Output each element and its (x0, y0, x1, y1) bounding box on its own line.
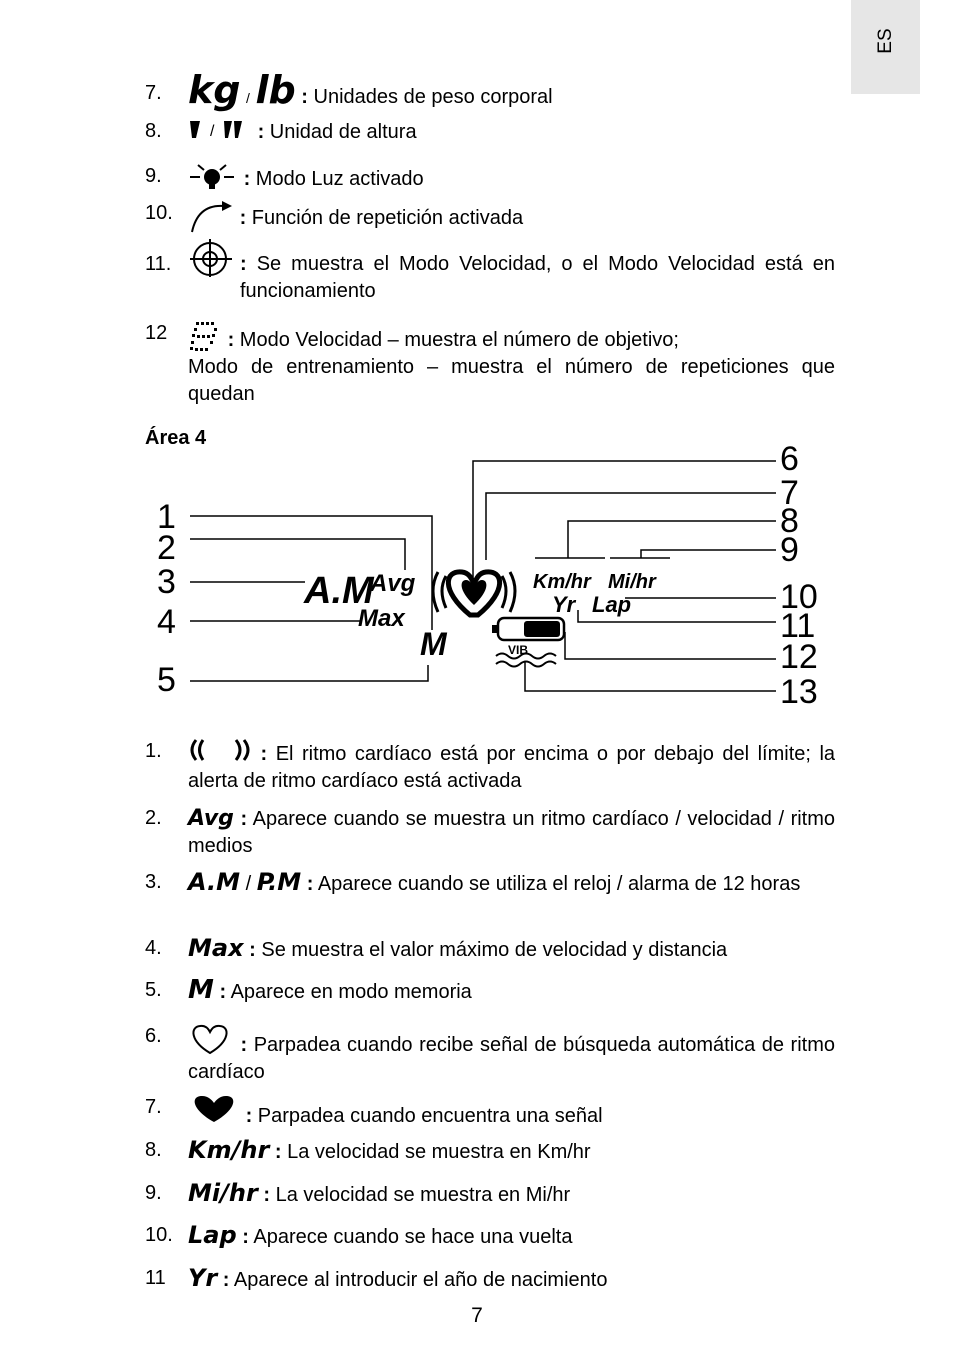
year-icon: Yr (188, 1264, 218, 1292)
item-number: 2. (145, 807, 162, 829)
callout-number: 5 (157, 661, 176, 699)
vib-label: VIB (508, 643, 529, 657)
list-item: 10. Lap : Aparece cuando se hace una vuelta (145, 1221, 573, 1249)
callout-number: 7 (780, 474, 799, 512)
item-number: 4. (145, 937, 162, 959)
list-item: 5. M : Aparece en modo memoria (145, 975, 472, 1005)
max-icon: Max (188, 934, 244, 962)
list-item: 8. / : Unidad de altura (145, 120, 417, 143)
item-number: 10. (145, 202, 173, 224)
heart-outline-icon (188, 1023, 234, 1055)
item-text: Se muestra el Modo Velocidad, o el Modo Velocidad está en funcionamiento (240, 253, 836, 302)
item-text: Unidades de peso corporal (313, 86, 553, 108)
km-hr-icon: Km/hr (188, 1136, 270, 1164)
list-item: 12 : Modo Velocidad – muestra el número de objetivo; Modo de entrenamiento – muestra el número de repeticiones que quedan (145, 322, 835, 405)
list-item: 11. : Se muestra el Modo Velocidad, o el Modo Velocidad está en funcionamiento (145, 251, 835, 305)
callout-number: 4 (157, 603, 176, 641)
area-4-diagram (0, 440, 954, 720)
item-text: Unidad de altura (269, 121, 417, 143)
memory-icon: M (188, 975, 214, 1005)
item-number: 7. (145, 82, 162, 104)
list-item: 1. : El ritmo cardíaco está por encima o por debajo del límite; la alerta de ritmo cardíaco está activada (145, 740, 836, 792)
callout-number: 6 (780, 440, 799, 478)
am-icon: A.M (188, 868, 241, 896)
callout-number: 10 (780, 578, 818, 616)
digit-segment-icon (188, 320, 222, 354)
item-number: 6. (145, 1025, 162, 1047)
item-number: 9. (145, 1182, 162, 1204)
item-number: 11 (145, 1267, 166, 1289)
callout-number: 1 (157, 498, 176, 536)
lap-indicator: Lap (592, 592, 632, 617)
max-indicator: Max (358, 605, 405, 632)
item-number: 8. (145, 1139, 162, 1161)
list-item: 8. Km/hr : La velocidad se muestra en Km/hr (145, 1136, 591, 1164)
avg-indicator: Avg (370, 570, 416, 597)
kg-icon: kg (188, 68, 241, 112)
callout-number: 13 (780, 673, 818, 711)
callout-number: 9 (780, 531, 799, 569)
item-number: 5. (145, 979, 162, 1001)
mihr-indicator: Mi/hr (608, 571, 656, 593)
callout-number: 12 (780, 638, 818, 676)
avg-icon: Avg (188, 806, 234, 831)
separator: / (246, 90, 250, 106)
callout-number: 8 (780, 502, 799, 540)
list-item: 6. : Parpadea cuando recibe señal de búsqueda automática de ritmo cardíaco (145, 1025, 835, 1083)
item-text: Se muestra el valor máximo de velocidad y distancia (261, 939, 728, 961)
memory-indicator: M (420, 626, 447, 662)
list-item: 9. Mi/hr : La velocidad se muestra en Mi/hr (145, 1179, 571, 1207)
item-text: La velocidad se muestra en Mi/hr (275, 1184, 571, 1206)
list-item: 9. : Modo Luz activado (145, 163, 835, 193)
item-number: 1. (145, 740, 162, 762)
item-text: Aparece cuando se muestra un ritmo cardíaco / velocidad / ritmo medios (188, 808, 836, 857)
lb-icon: lb (255, 68, 296, 112)
list-item: 2. Avg : Aparece cuando se muestra un ritmo cardíaco / velocidad / ritmo medios (145, 806, 836, 857)
mi-hr-icon: Mi/hr (188, 1179, 258, 1207)
language-tab-label: ES (875, 28, 896, 54)
callout-number: 2 (157, 529, 176, 567)
separator: / (245, 873, 252, 895)
callout-number: 11 (780, 607, 816, 645)
svg-text:/: / (210, 123, 215, 140)
item-text: Aparece cuando se hace una vuelta (253, 1226, 573, 1248)
item-text: La velocidad se muestra en Km/hr (287, 1141, 591, 1163)
item-number: 12 (145, 322, 168, 344)
list-item: 11 Yr : Aparece al introducir el año de nacimiento (145, 1264, 608, 1292)
list-item: 7. : Parpadea cuando encuentra una señal (145, 1096, 603, 1127)
callout-number: 3 (157, 563, 176, 601)
item-number: 7. (145, 1096, 162, 1118)
feet-inch-icon (188, 118, 252, 142)
battery-vibrate-icon (492, 618, 564, 667)
item-text: Modo Luz activado (255, 168, 424, 190)
target-icon (188, 239, 236, 279)
yr-indicator: Yr (552, 592, 576, 617)
kmhr-indicator: Km/hr (533, 571, 591, 593)
item-text-continued: Modo de entrenamiento – muestra el número de repeticiones que quedan (188, 356, 835, 405)
item-text: Aparece en modo memoria (230, 981, 472, 1003)
section-title: Área 4 (145, 427, 207, 449)
language-tab (851, 0, 920, 94)
list-item: 10. : Función de repetición activada (145, 200, 835, 234)
list-item: 7. kg / lb : Unidades de peso corporal (145, 68, 553, 112)
lap-icon: Lap (188, 1221, 237, 1249)
heart-filled-icon (188, 1094, 240, 1124)
repeat-arc-icon (188, 200, 234, 234)
item-text: Parpadea cuando recibe señal de búsqueda automática de ritmo cardíaco (188, 1034, 835, 1083)
item-text: Parpadea cuando encuentra una señal (257, 1105, 603, 1127)
am-indicator: A.M (304, 570, 374, 612)
item-number: 3. (145, 871, 162, 893)
item-text: Función de repetición activada (251, 207, 524, 229)
heart-rate-icons (433, 572, 515, 615)
light-bulb-icon (188, 163, 238, 193)
item-text: Aparece cuando se utiliza el reloj / alarma de 12 horas (317, 873, 801, 895)
item-number: 11. (145, 253, 172, 275)
item-number: 8. (145, 120, 162, 142)
item-number: 10. (145, 1224, 173, 1246)
item-text: Modo Velocidad – muestra el número de objetivo; (239, 329, 679, 351)
item-number: 9. (145, 165, 162, 187)
item-text: El ritmo cardíaco está por encima o por debajo del límite; la alerta de ritmo cardíaco está activada (188, 743, 836, 792)
item-text: Aparece al introducir el año de nacimiento (233, 1269, 608, 1291)
callout-lines (190, 461, 776, 691)
pm-icon: P.M (256, 868, 302, 896)
page-number: 7 (471, 1304, 483, 1327)
heart-rate-alert-icon (188, 738, 252, 764)
list-item: 3. A.M / P.M : Aparece cuando se utiliza el reloj / alarma de 12 horas (145, 868, 801, 896)
list-item: 4. Max : Se muestra el valor máximo de velocidad y distancia (145, 934, 728, 962)
